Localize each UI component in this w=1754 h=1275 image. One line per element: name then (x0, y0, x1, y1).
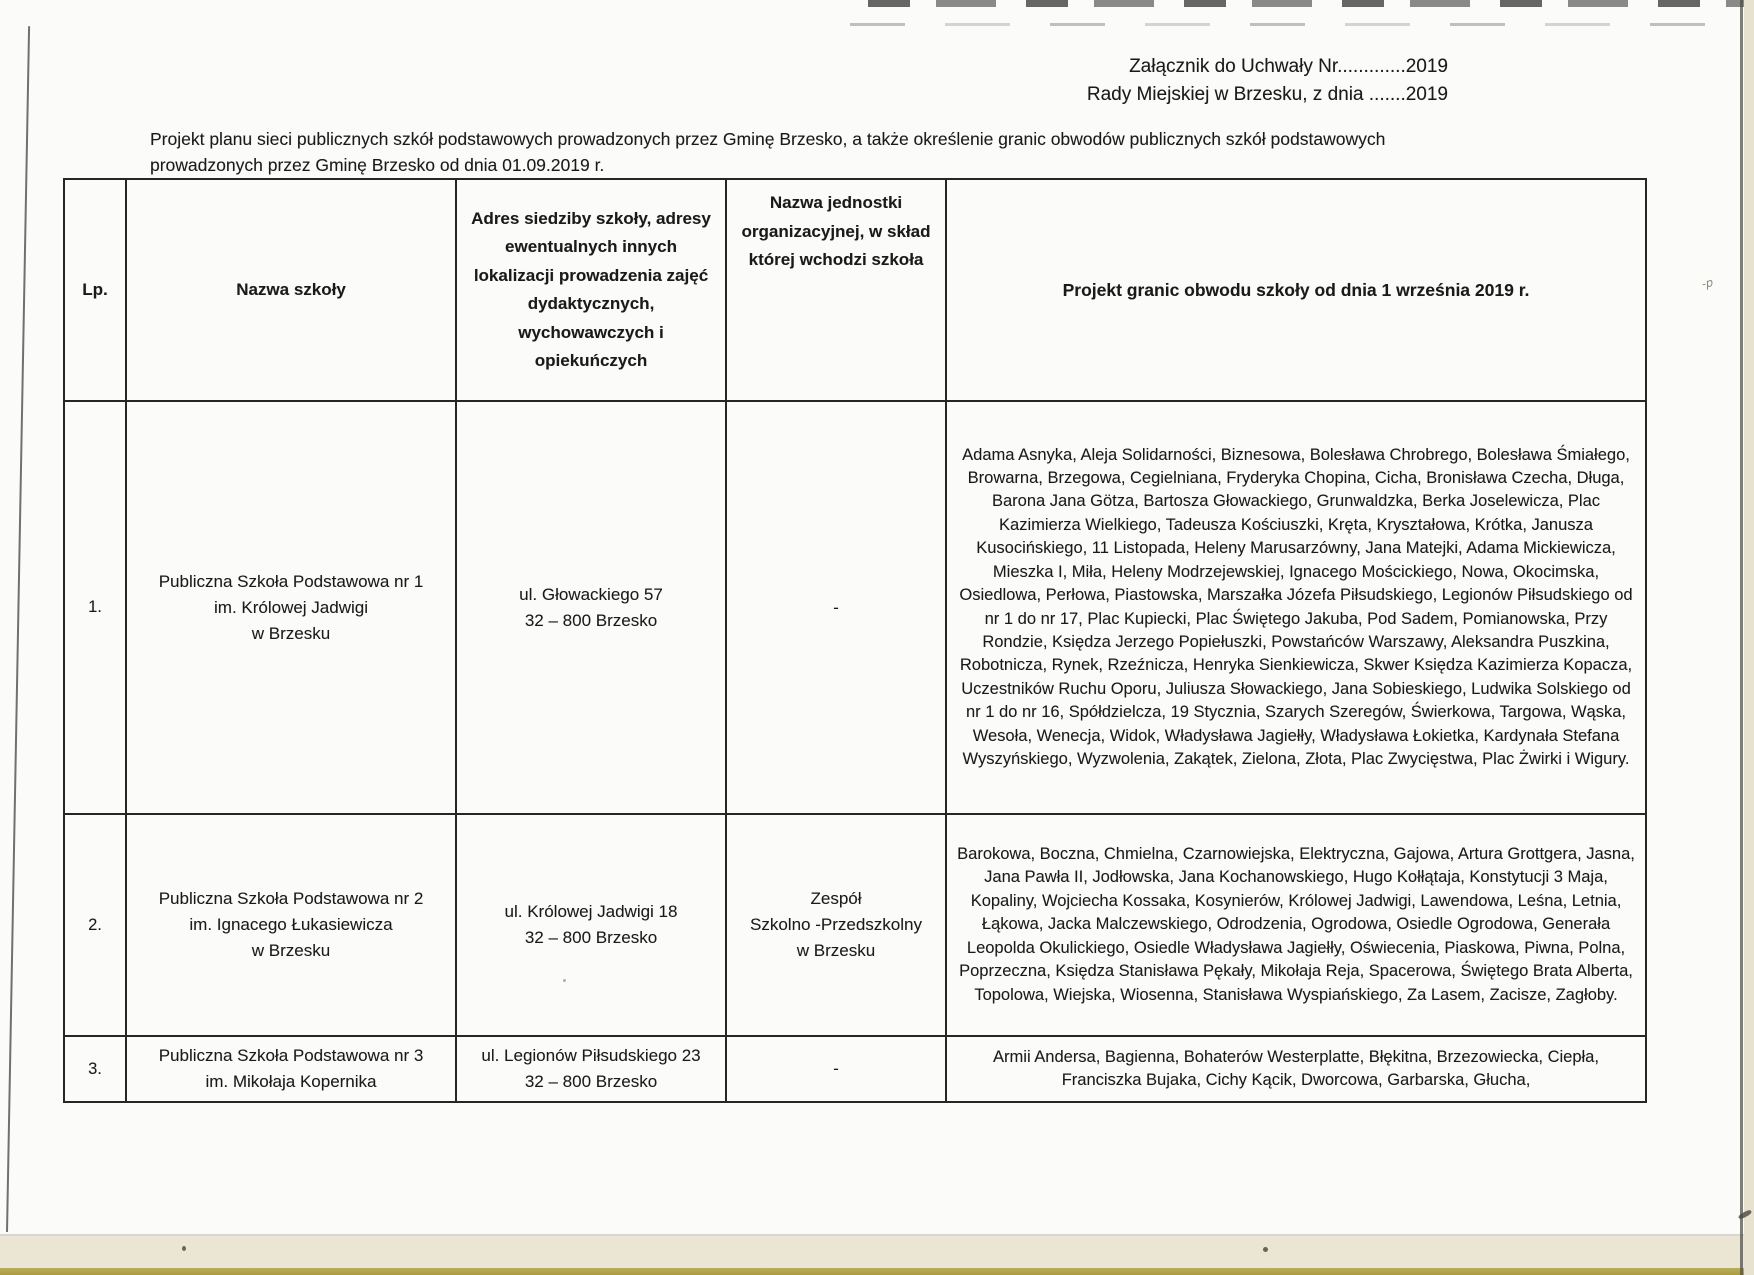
document-intro-paragraph: Projekt planu sieci publicznych szkół podstawowych prowadzonych przez Gminę Brzesko, a także określenie granic obwodów publicznych szkół podstawowych prowadzonych przez Gminę Brzesko od dnia 01.09.2019 r. (150, 129, 1386, 175)
scan-edge-band-bottom (0, 1234, 1754, 1270)
table-row-school-2 (64, 814, 1646, 1036)
school-address-line: 32 – 800 Brzesko (524, 928, 658, 947)
organizational-unit-line: - (833, 1059, 839, 1078)
header-address: Adres siedziby szkoły, adresy ewentualnych innych lokalizacji prowadzenia zajęć dydaktycznych, wychowawczych i opiekuńczych (456, 179, 726, 401)
school-name-cell (126, 401, 456, 814)
row-number: 3. (64, 1036, 126, 1102)
attachment-annotation (1087, 53, 1448, 109)
organizational-unit-cell (726, 401, 946, 814)
school-name-line: im. Ignacego Łukasiewicza (189, 915, 393, 934)
scan-edge-artifact-top (868, 0, 1748, 7)
scan-edge-artifact-top-faint (850, 23, 1742, 26)
school-name-line: Publiczna Szkoła Podstawowa nr 1 (158, 571, 424, 591)
school-address-line: ul. Królowej Jadwigi 18 (504, 902, 678, 921)
scan-paper-strip-right (1744, 0, 1754, 1275)
school-name-cell (126, 814, 456, 1036)
school-address-line: 32 – 800 Brzesko (524, 610, 658, 630)
school-name-line: w Brzesku (251, 623, 331, 643)
school-name-line: w Brzesku (251, 941, 331, 960)
school-address-line: 32 – 800 Brzesko (524, 1072, 658, 1091)
attachment-annotation-line2: Rady Miejskiej w Brzesku, z dnia .......2019 (1086, 84, 1448, 105)
row-number: 2. (64, 814, 126, 1036)
scan-paper-edge-right (1740, 0, 1743, 1275)
scan-margin-mark: -𝑝 (1700, 275, 1714, 291)
school-district-cell: Adama Asnyka, Aleja Solidarności, Biznesowa, Bolesława Chrobrego, Bolesława Śmiałego, Browarna, Brzegowa, Cegielniana, Fryderyka Chopina, Cicha, Bronisława Czecha, Długa, Barona Jana Götza, Bartosza Głowackiego, Grunwaldzka, Berka Joselewicza, Plac Kazimierza Wielkiego, Tadeusza Kościuszki, Kręta, Kryształowa, Krótka, Janusza Kusocińskiego, 11 Listopada, Heleny Marusarzówny, Jana Matejki, Adama Mickiewicza, Mieszka I, Miła, Heleny Modrzejewskiej, Ignacego Mościckiego, Nowa, Okocimska, Osiedlowa, Perłowa, Piastowska, Marszałka Józefa Piłsudskiego, Legionów Piłsudskiego od nr 1 do nr 17, Plac Kupiecki, Plac Świętego Jakuba, Pod Sadem, Pomianowska, Przy Rondzie, Księdza Jerzego Popiełuszki, Powstańców Warszawy, Aleksandra Puszkina, Robotnicza, Rynek, Rzeźnicza, Henryka Sienkiewicza, Skwer Księdza Kazimierza Kopacza, Uczestników Ruchu Oporu, Juliusza Słowackiego, Jana Sobieskiego, Ludwika Solskiego od nr 1 do nr 16, Spółdzielcza, 19 Stycznia, Szarych Szeregów, Świerkowa, Targowa, Wąska, Wesoła, Wenecja, Widok, Władysława Jagiełły, Władysława Łokietka, Kardynała Stefana Wyszyńskiego, Wyzwolenia, Zakątek, Zielona, Złota, Plac Zwycięstwa, Plac Żwirki i Wigury. (946, 401, 1646, 814)
header-unit: Nazwa jednostki organizacyjnej, w skład której wchodzi szkoła (726, 179, 946, 401)
school-district-cell: Armii Andersa, Bagienna, Bohaterów Westerplatte, Błękitna, Brzezowiecka, Ciepła, Franciszka Bujaka, Cichy Kącik, Dworcowa, Garbarska, Głucha, (946, 1036, 1646, 1102)
school-name-line: im. Królowej Jadwigi (214, 597, 368, 617)
header-district: Projekt granic obwodu szkoły od dnia 1 września 2019 r. (946, 179, 1646, 401)
table-row-school-3 (64, 1036, 1646, 1102)
school-district-cell: Barokowa, Boczna, Chmielna, Czarnowiejska, Elektryczna, Gajowa, Artura Grottgera, Jasna, Jana Pawła II, Jodłowska, Jana Kochanowskiego, Hugo Kołłątaja, Konstytucji 3 Maja, Kopaliny, Wojciecha Kossaka, Kosynierów, Królowej Jadwigi, Lawendowa, Leśna, Letnia, Łąkowa, Jacka Malczewskiego, Odrodzenia, Ogrodowa, Osiedle Ogrodowa, Generała Leopolda Okulickiego, Osiedle Władysława Jagiełły, Oświecenia, Piaskowa, Piwna, Polna, Poprzeczna, Księdza Stanisława Pękały, Mikołaja Reja, Spacerowa, Świętego Brata Alberta, Topolowa, Wiejska, Wiosenna, Stanisława Wyspiańskiego, Za Lasem, Zacisze, Zagłoby. (946, 814, 1646, 1036)
organizational-unit-line: w Brzesku (796, 941, 876, 960)
school-name-line: Publiczna Szkoła Podstawowa nr 3 (158, 1046, 424, 1065)
header-school-name: Nazwa szkoły (126, 179, 456, 401)
scan-speck (1263, 1247, 1268, 1252)
organizational-unit-cell (726, 1036, 946, 1102)
table-row-school-1 (64, 401, 1646, 814)
school-address-line: ul. Głowackiego 57 (519, 584, 663, 604)
organizational-unit-cell (726, 814, 946, 1036)
table-header-row (64, 179, 1646, 401)
school-address-cell (456, 814, 726, 1036)
attachment-annotation-line1: Załącznik do Uchwały Nr.............2019 (1129, 56, 1448, 77)
organizational-unit-line: Zespół (810, 889, 862, 908)
school-name-cell (126, 1036, 456, 1102)
organizational-unit-line: Szkolno -Przedszkolny (750, 915, 922, 934)
school-name-line: Publiczna Szkoła Podstawowa nr 2 (158, 889, 424, 908)
school-address-line: ul. Legionów Piłsudskiego 23 (481, 1046, 701, 1065)
row-number: 1. (64, 401, 126, 814)
scan-speck (182, 1246, 186, 1251)
school-address-cell (456, 401, 726, 814)
school-address-cell (456, 1036, 726, 1102)
school-name-line: im. Mikołaja Kopernika (205, 1072, 377, 1091)
scan-paper-fold-line (6, 26, 30, 1232)
organizational-unit-line: - (833, 597, 839, 617)
scan-edge-strip-bottom (0, 1268, 1754, 1275)
header-lp: Lp. (64, 179, 126, 401)
schools-table (63, 178, 1647, 1103)
